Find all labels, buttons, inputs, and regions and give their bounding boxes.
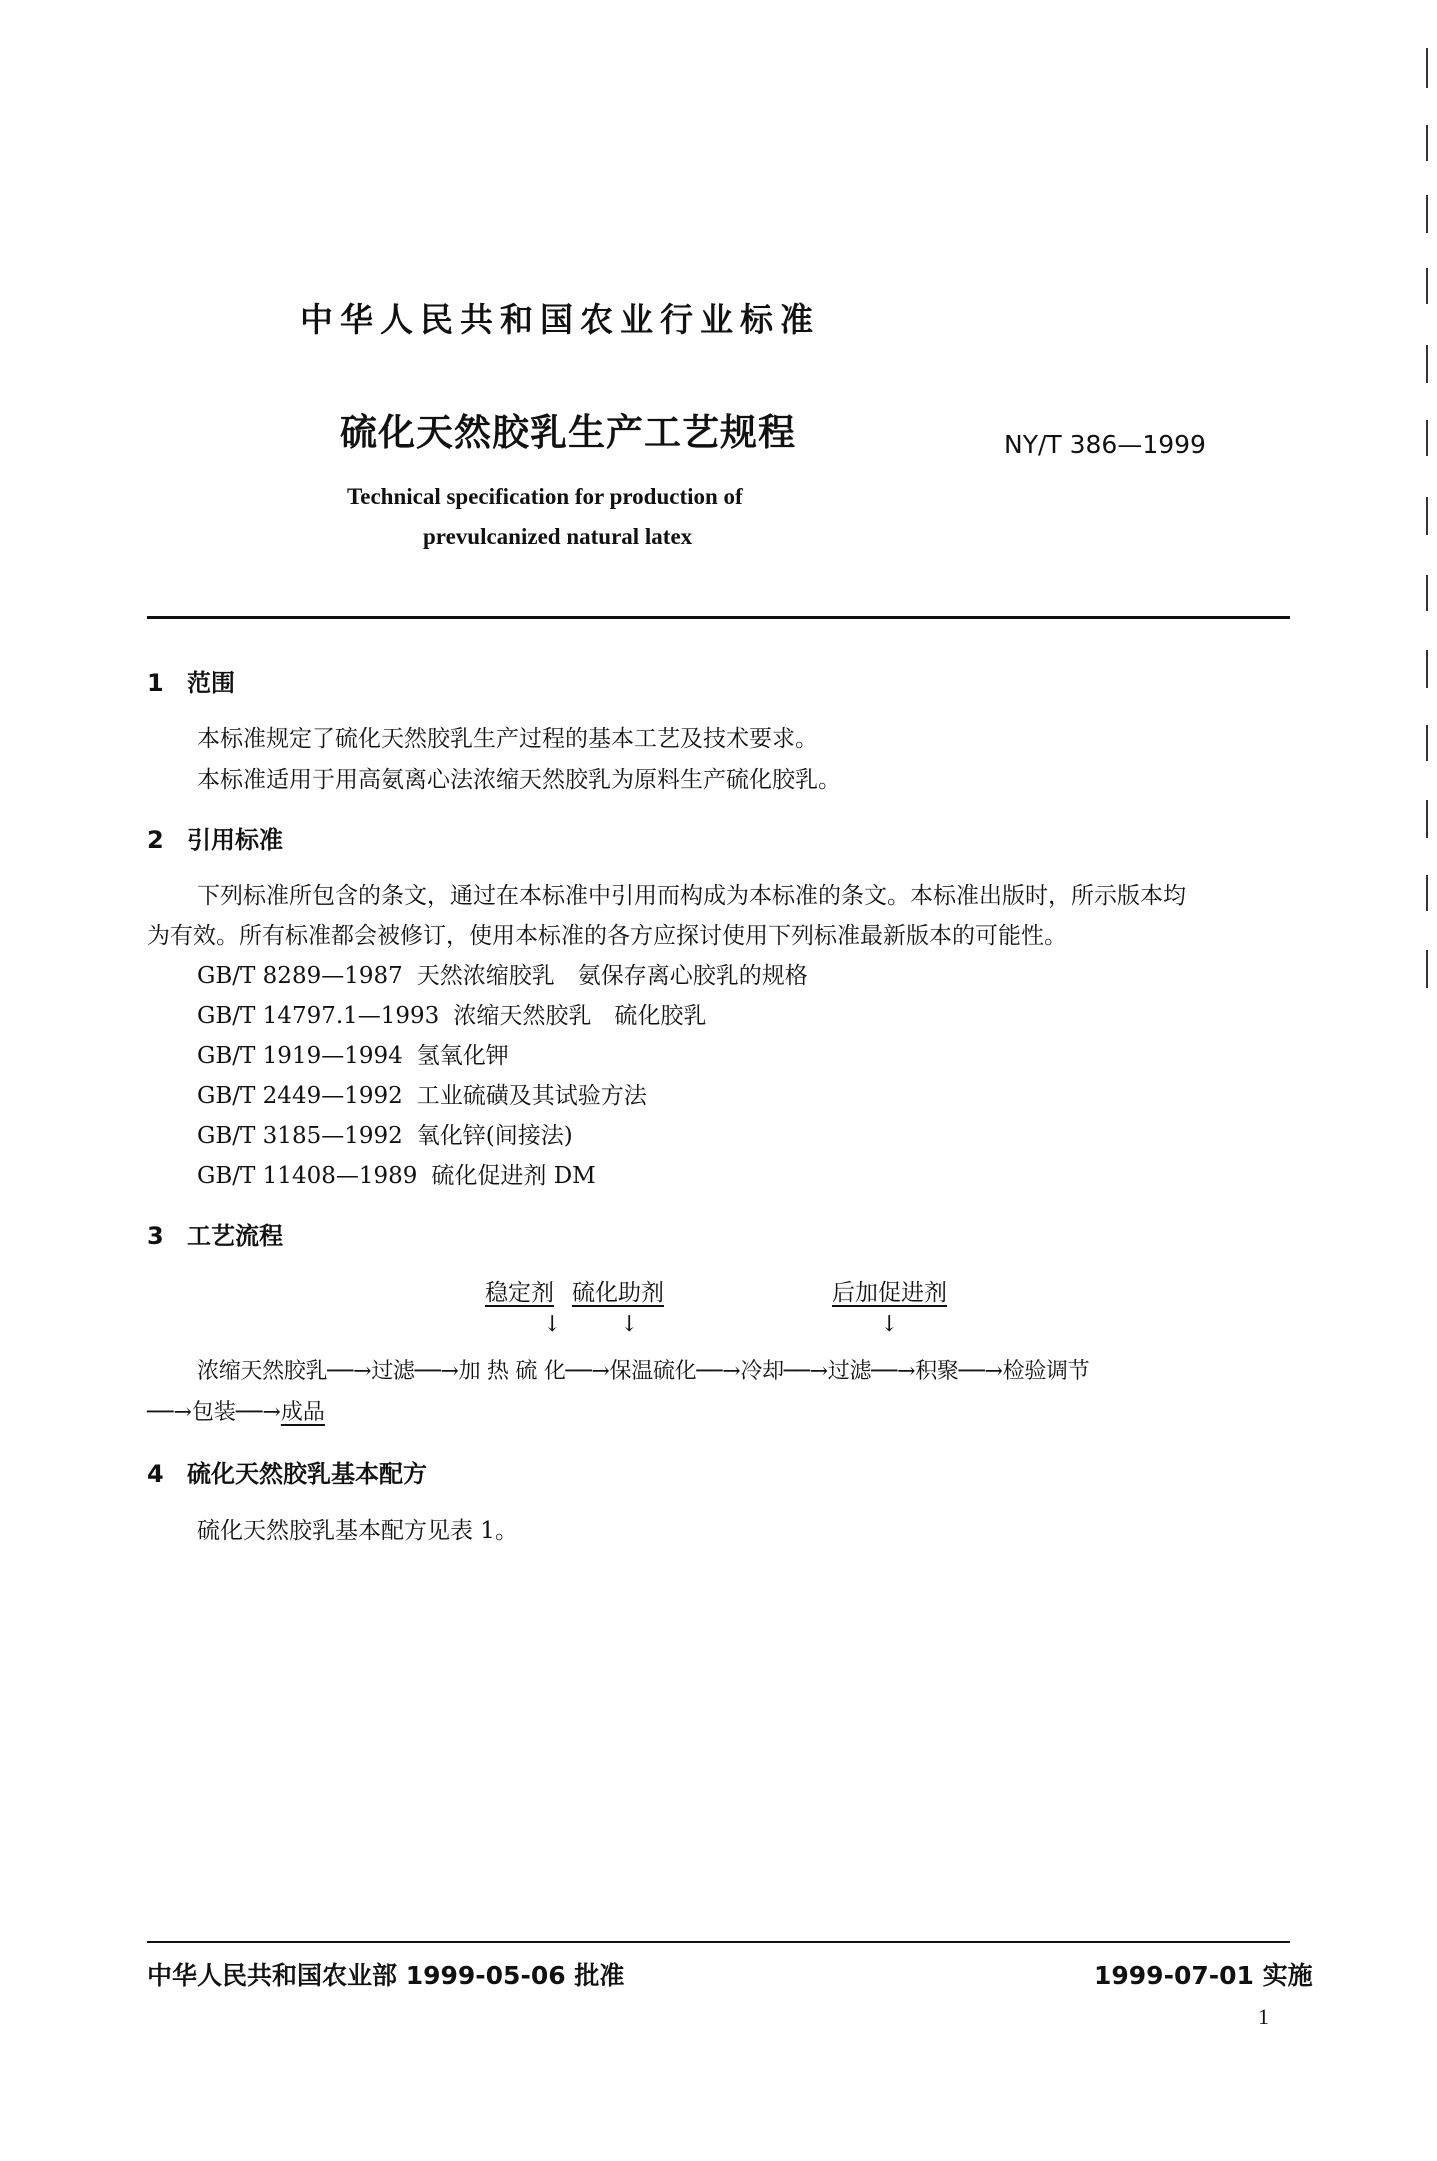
section-4-number: 4 <box>147 1460 164 1488</box>
reference-name: 浓缩天然胶乳 硫化胶乳 <box>453 1003 707 1029</box>
english-title-line-2: prevulcanized natural latex <box>423 524 693 549</box>
section-1-paragraph-1: 本标准规定了硫化天然胶乳生产过程的基本工艺及技术要求。 <box>197 726 818 752</box>
reference-name: 氧化锌(间接法) <box>416 1123 573 1149</box>
scan-edge-mark <box>1426 875 1428 911</box>
scan-edge-mark <box>1426 575 1428 611</box>
process-flow-final-product: 成品 <box>280 1400 325 1425</box>
process-flow-line-1: 浓缩天然胶乳──→过滤──→加 热 硫 化──→保温硫化──→冷却──→过滤──→积聚──→检验调节 <box>197 1359 1090 1384</box>
process-flow-packaging: ──→包装──→ <box>147 1400 281 1425</box>
reference-item <box>197 1077 647 1110</box>
reference-code: GB/T 11408—1989 <box>197 1163 418 1189</box>
standard-number: NY/T 386—1999 <box>1004 430 1206 459</box>
section-1-title: 范围 <box>187 669 235 697</box>
reference-code: GB/T 8289—1987 <box>197 963 403 989</box>
section-3-title: 工艺流程 <box>187 1222 283 1250</box>
additive-vulcanizing-aid: 硫化助剂 <box>572 1280 664 1306</box>
section-4-heading <box>147 1454 427 1489</box>
reference-code: GB/T 2449—1992 <box>197 1083 403 1109</box>
scan-edge-mark <box>1426 800 1428 838</box>
reference-name: 氢氧化钾 <box>416 1043 509 1069</box>
reference-code: GB/T 14797.1—1993 <box>197 1003 440 1029</box>
section-4-paragraph: 硫化天然胶乳基本配方见表 1。 <box>197 1518 518 1544</box>
scan-edge-mark <box>1426 650 1428 688</box>
additive-post-accelerator: 后加促进剂 <box>832 1280 947 1306</box>
section-2-intro-line-1: 下列标准所包含的条文，通过在本标准中引用而构成为本标准的条文。本标准出版时，所示版本均 <box>197 883 1186 909</box>
scan-edge-mark <box>1426 497 1428 535</box>
scan-edge-mark <box>1426 125 1428 161</box>
scan-edge-mark <box>1426 268 1428 304</box>
scan-edge-mark <box>1426 950 1428 988</box>
organization-title: 中华人民共和国农业行业标准 <box>300 300 820 339</box>
scan-edge-mark <box>1426 48 1428 88</box>
section-4-title: 硫化天然胶乳基本配方 <box>187 1460 427 1488</box>
section-3-number: 3 <box>147 1222 164 1250</box>
section-1-number: 1 <box>147 669 164 697</box>
section-1-paragraph-2: 本标准适用于用高氨离心法浓缩天然胶乳为原料生产硫化胶乳。 <box>197 767 841 793</box>
additive-stabilizer: 稳定剂 <box>485 1280 554 1306</box>
down-arrow-icon: ↓ <box>543 1312 562 1337</box>
section-2-number: 2 <box>147 826 164 854</box>
reference-code: GB/T 3185—1992 <box>197 1123 403 1149</box>
reference-item <box>197 1117 573 1150</box>
page-number: 1 <box>1258 2004 1269 2029</box>
scan-edge-mark <box>1426 420 1428 456</box>
section-2-intro-line-2: 为有效。所有标准都会被修订，使用本标准的各方应探讨使用下列标准最新版本的可能性。 <box>147 923 1067 949</box>
reference-name: 天然浓缩胶乳 氨保存离心胶乳的规格 <box>416 963 808 989</box>
reference-item <box>197 1157 596 1190</box>
approval-statement: 中华人民共和国农业部 1999-05-06 批准 <box>147 1961 625 1990</box>
section-2-title: 引用标准 <box>187 826 283 854</box>
reference-item <box>197 1037 509 1070</box>
section-3-heading <box>147 1216 283 1251</box>
down-arrow-icon: ↓ <box>620 1312 639 1337</box>
footer-divider <box>147 1941 1290 1943</box>
document-title: 硫化天然胶乳生产工艺规程 <box>340 411 796 454</box>
section-2-heading <box>147 820 283 855</box>
reference-code: GB/T 1919—1994 <box>197 1043 403 1069</box>
scan-edge-mark <box>1426 195 1428 233</box>
down-arrow-icon: ↓ <box>880 1312 899 1337</box>
implementation-date: 1999-07-01 实施 <box>1094 1961 1313 1990</box>
section-1-heading <box>147 663 235 698</box>
reference-name: 工业硫磺及其试验方法 <box>416 1083 647 1109</box>
reference-item <box>197 957 808 990</box>
reference-name: 硫化促进剂 DM <box>431 1163 596 1189</box>
header-divider <box>147 616 1290 619</box>
process-flow-line-2 <box>147 1395 325 1426</box>
scan-edge-mark <box>1426 725 1428 761</box>
scan-edge-mark <box>1426 345 1428 383</box>
reference-item <box>197 997 706 1030</box>
english-title-line-1: Technical specification for production of <box>347 484 743 509</box>
